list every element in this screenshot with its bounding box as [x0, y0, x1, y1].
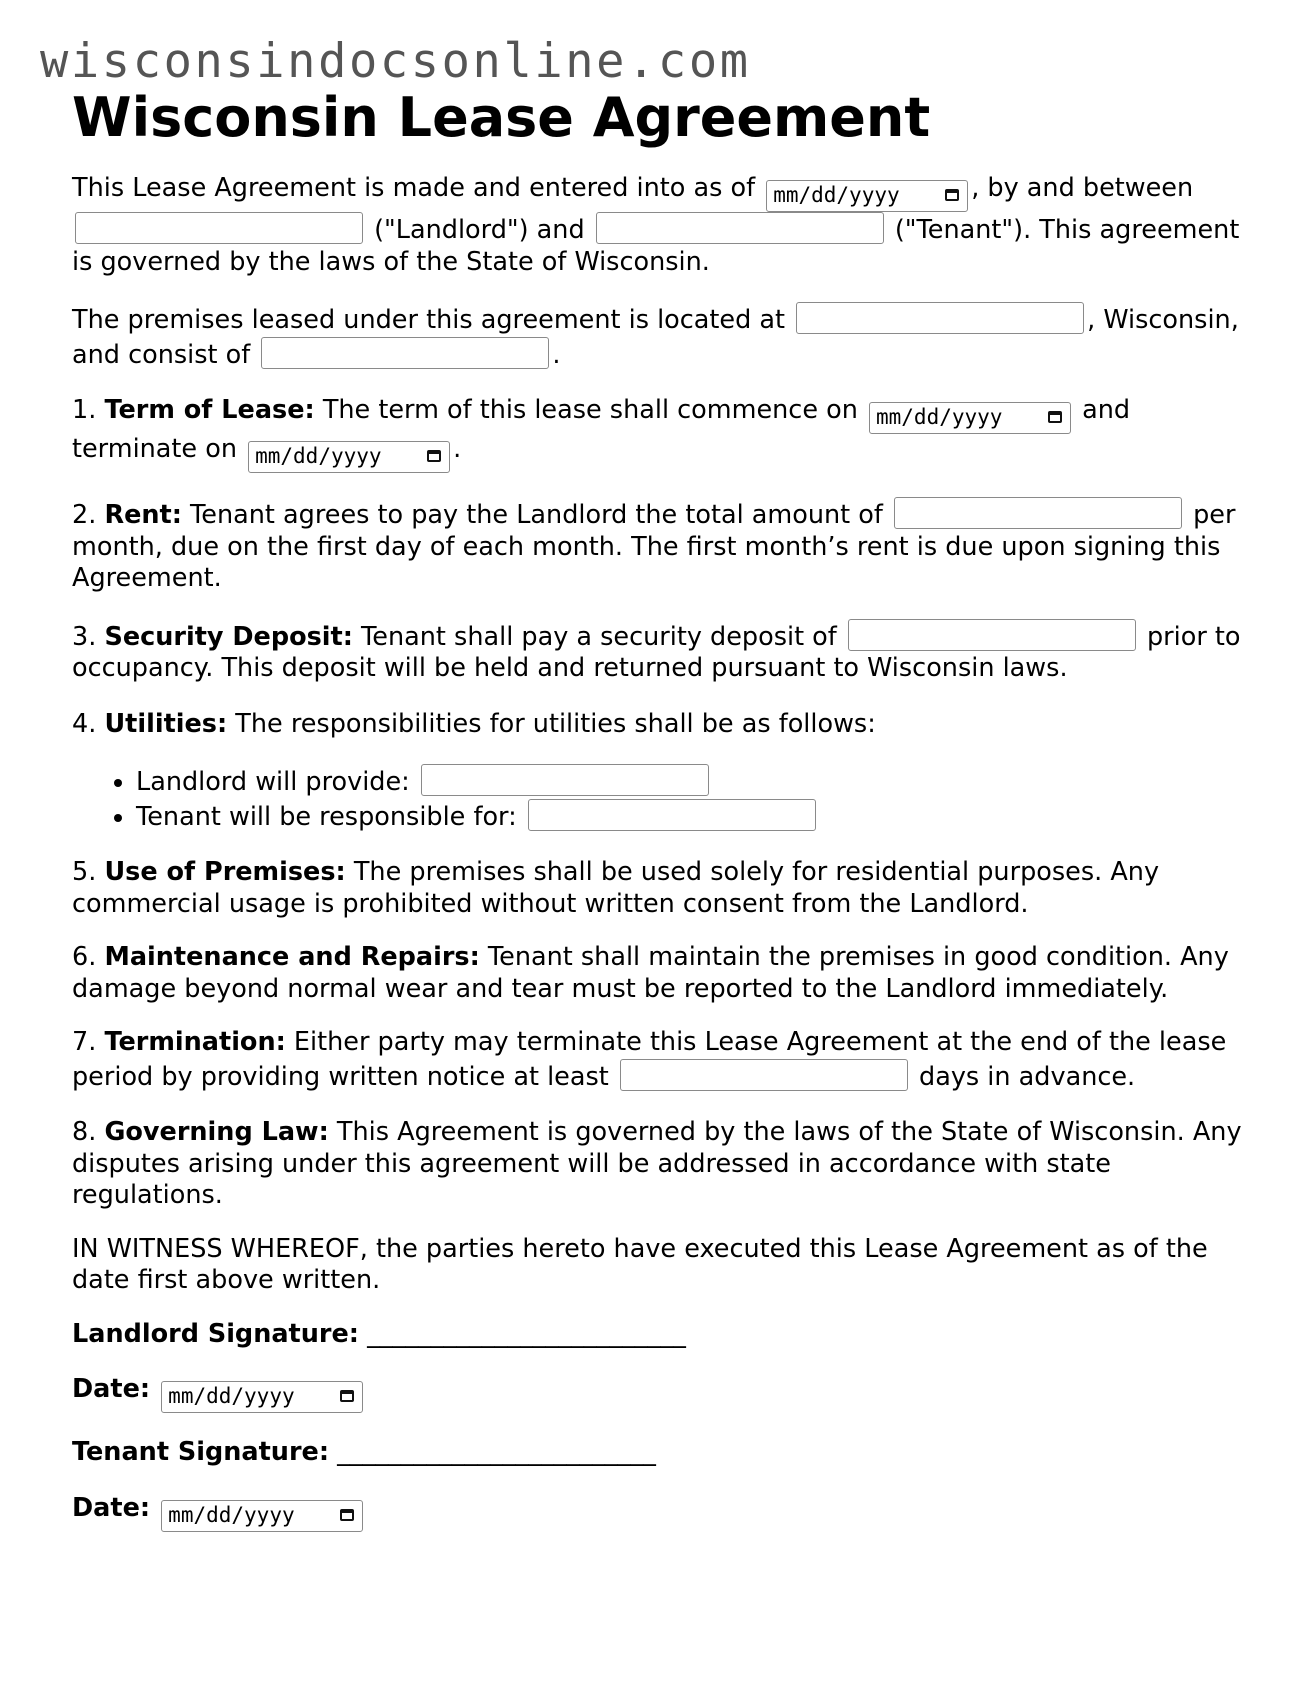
date-label: Date:	[72, 1492, 151, 1523]
section-heading: Use of Premises:	[104, 857, 346, 888]
section-maintenance	[72, 942, 1252, 1005]
section-heading: Maintenance and Repairs:	[104, 942, 480, 973]
section-heading: Governing Law:	[104, 1117, 329, 1148]
landlord-date-input[interactable]	[161, 1381, 363, 1413]
section-text: Either party may terminate this Lease Agreement at the end of the lease period by providing written notice at least	[72, 1027, 1227, 1092]
date-placeholder: mm/dd/yyyy	[168, 1384, 295, 1409]
utility-label: Landlord will provide:	[136, 767, 410, 798]
section-text: The premises shall be used solely for residential purposes. Any commercial usage is prohibited without written consent from the Landlord.	[72, 857, 1160, 919]
section-number: 5.	[72, 857, 97, 888]
premises-text-3: .	[552, 339, 561, 370]
intro-paragraph	[72, 173, 1252, 278]
witness-paragraph: IN WITNESS WHEREOF, the parties hereto have executed this Lease Agreement as of the date first above written.	[72, 1233, 1208, 1296]
utilities-list	[72, 764, 1252, 833]
list-item	[136, 764, 1252, 799]
calendar-icon[interactable]	[340, 1509, 354, 1521]
intro-text-1: This Lease Agreement is made and entered into as of	[72, 173, 756, 204]
section-text: The responsibilities for utilities shall be as follows:	[235, 708, 876, 739]
section-text: per month, due on the first day of each month. The first month’s rent is due upon signing this Agreement.	[72, 500, 1236, 594]
landlord-utilities-input[interactable]	[421, 764, 709, 796]
tenant-signature-label: Tenant Signature:	[72, 1437, 330, 1468]
section-number: 2.	[72, 500, 97, 531]
tenant-signature-row	[72, 1437, 1252, 1469]
calendar-icon[interactable]	[427, 450, 441, 462]
section-rent	[72, 497, 1252, 595]
lease-start-date-input[interactable]	[869, 402, 1071, 434]
section-term	[72, 395, 1252, 473]
intro-text-3: ("Landlord") and	[374, 215, 585, 246]
rent-amount-input[interactable]	[894, 497, 1182, 529]
section-heading: Rent:	[104, 500, 182, 531]
date-placeholder: mm/dd/yyyy	[876, 405, 1003, 430]
intro-text-4: ("Tenant"). This agreement is governed by the laws of the State of Wisconsin.	[72, 215, 1240, 277]
section-text: prior to occupancy. This deposit will be held and returned pursuant to Wisconsin laws.	[72, 621, 1241, 684]
date-placeholder: mm/dd/yyyy	[255, 444, 382, 469]
lease-end-date-input[interactable]	[248, 441, 450, 473]
landlord-signature-row	[72, 1319, 1252, 1351]
list-item	[136, 799, 1252, 834]
section-text: Tenant shall maintain the premises in good condition. Any damage beyond normal wear and tear must be reported to the Landlord immediately.	[72, 942, 1229, 1004]
premises-address-input[interactable]	[796, 302, 1084, 334]
section-text: This Agreement is governed by the laws of the State of Wisconsin. Any disputes arising under this agreement will be addressed in accordance with state regulations.	[72, 1117, 1242, 1211]
section-governing-law	[72, 1117, 1252, 1212]
site-watermark: wisconsindocsonline.com	[40, 34, 751, 89]
intro-text-2: , by and between	[971, 173, 1194, 204]
section-text: Tenant agrees to pay the Landlord the total amount of	[190, 500, 883, 531]
section-number: 6.	[72, 942, 97, 973]
section-utilities	[72, 709, 1252, 741]
calendar-icon[interactable]	[340, 1390, 354, 1402]
section-text: days in advance.	[919, 1061, 1136, 1092]
landlord-name-input[interactable]	[75, 212, 363, 244]
landlord-signature-label: Landlord Signature:	[72, 1318, 359, 1349]
lease-document	[72, 88, 1252, 1556]
premises-paragraph	[72, 302, 1252, 371]
calendar-icon[interactable]	[945, 189, 959, 201]
section-number: 3.	[72, 621, 97, 652]
premises-text-1: The premises leased under this agreement is located at	[72, 305, 786, 336]
tenant-signature-line[interactable]: _________________________	[337, 1437, 656, 1468]
tenant-utilities-input[interactable]	[528, 799, 816, 831]
date-placeholder: mm/dd/yyyy	[168, 1502, 295, 1527]
date-placeholder: mm/dd/yyyy	[773, 183, 900, 208]
section-number: 1.	[72, 395, 97, 426]
premises-text-2: , Wisconsin, and consist of	[72, 305, 1239, 370]
section-number: 7.	[72, 1027, 97, 1058]
premises-description-input[interactable]	[261, 337, 549, 369]
utility-label: Tenant will be responsible for:	[136, 801, 517, 832]
section-heading: Utilities:	[104, 708, 228, 739]
section-use	[72, 857, 1252, 920]
section-text: Tenant shall pay a security deposit of	[361, 621, 837, 652]
section-text: and terminate on	[72, 395, 1131, 465]
section-heading: Security Deposit:	[104, 621, 353, 652]
agreement-date-input[interactable]	[766, 180, 968, 212]
document-title: Wisconsin Lease Agreement	[72, 86, 931, 149]
calendar-icon[interactable]	[1048, 411, 1062, 423]
landlord-signature-line[interactable]: _________________________	[367, 1318, 686, 1349]
notice-days-input[interactable]	[620, 1059, 908, 1091]
section-number: 8.	[72, 1117, 97, 1148]
landlord-date-row	[72, 1374, 1252, 1413]
tenant-date-row	[72, 1493, 1252, 1532]
section-text: The term of this lease shall commence on	[322, 395, 858, 426]
section-text: .	[453, 434, 462, 465]
tenant-name-input[interactable]	[596, 212, 884, 244]
section-termination	[72, 1027, 1252, 1093]
section-heading: Term of Lease:	[104, 395, 315, 426]
date-label: Date:	[72, 1374, 151, 1405]
signature-block	[72, 1319, 1252, 1532]
section-heading: Termination:	[104, 1027, 286, 1058]
tenant-date-input[interactable]	[161, 1500, 363, 1532]
section-number: 4.	[72, 708, 97, 739]
section-deposit	[72, 619, 1252, 685]
security-deposit-input[interactable]	[848, 619, 1136, 651]
